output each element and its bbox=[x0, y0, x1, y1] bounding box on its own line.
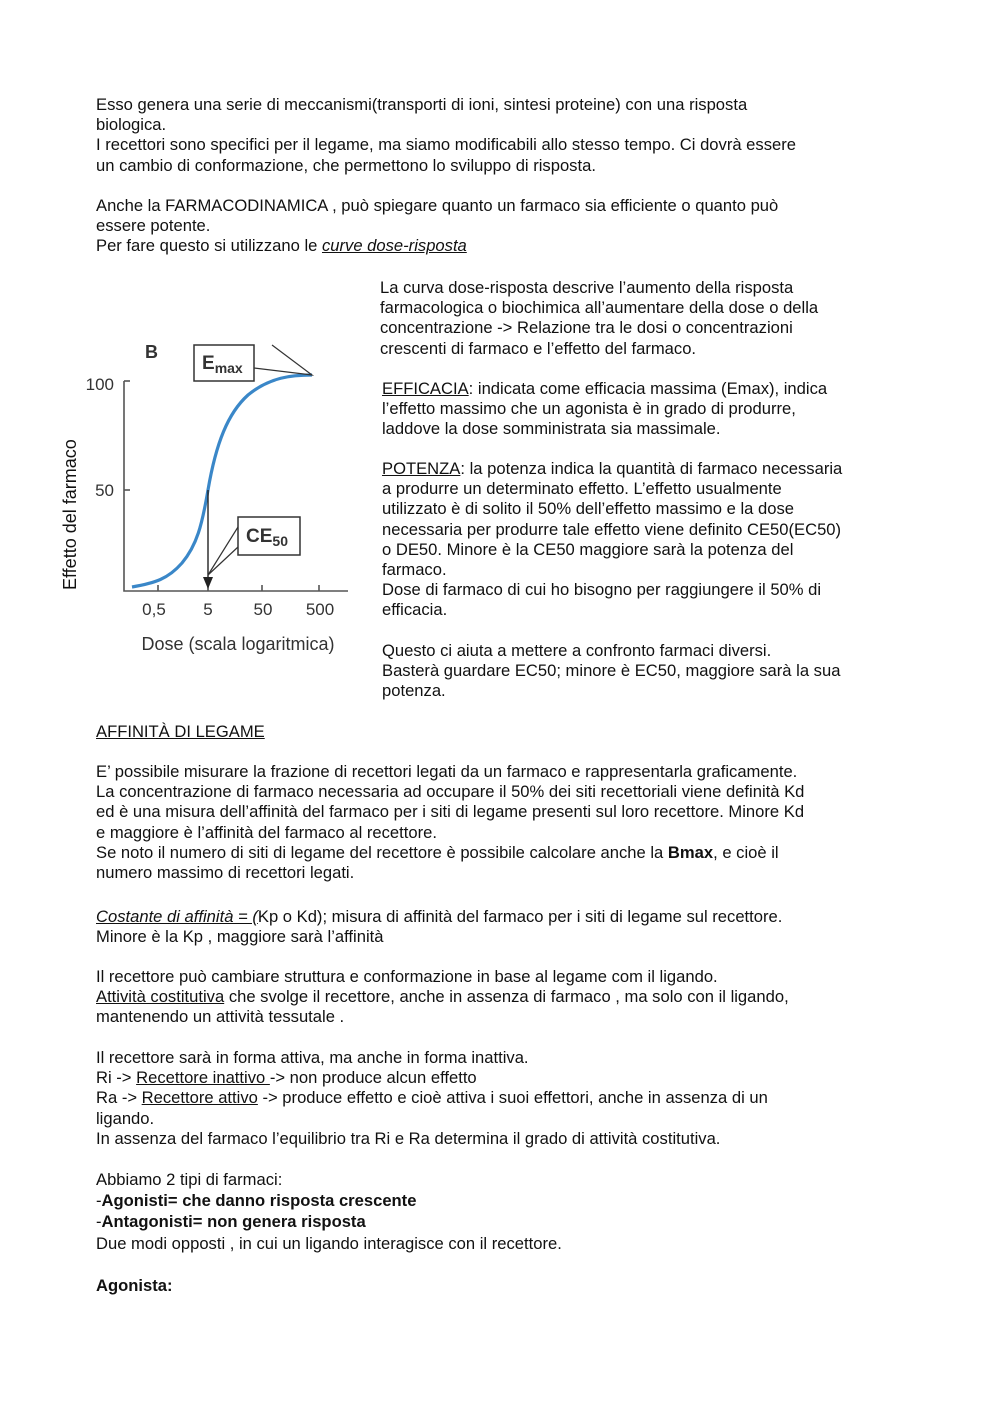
text-line: farmacologica o biochimica all’aumentare della dose o della bbox=[380, 298, 819, 318]
text-line: necessaria per produrre tale effetto viene definito CE50(EC50) bbox=[382, 519, 842, 539]
text-line: l’effetto massimo che un agonista è in grado di produrre, bbox=[382, 399, 796, 419]
ce50-arrowhead bbox=[203, 577, 213, 589]
emax-pointer bbox=[254, 345, 312, 375]
x-tick-label: 0,5 bbox=[142, 600, 166, 619]
text-line: numero massimo di recettori legati. bbox=[96, 863, 355, 883]
tipi-paragraph bbox=[96, 1170, 916, 1254]
agonisti-term: Agonisti= che danno risposta crescente bbox=[101, 1191, 417, 1211]
text-line: potenza. bbox=[382, 681, 446, 701]
text-line: In assenza del farmaco l’equilibrio tra Ri e Ra determina il grado di attività costitutiva. bbox=[96, 1128, 721, 1148]
affinita-heading-block bbox=[96, 722, 916, 742]
x-tick-label: 500 bbox=[305, 600, 335, 619]
text-span: , e cioè il bbox=[713, 842, 779, 862]
text-span: -> produce effetto e cioè attiva i suoi effettori, anche in assenza di un bbox=[257, 1088, 768, 1108]
text-span: Per fare questo si utilizzano le bbox=[96, 236, 322, 256]
text-line: utilizzato è di solito il 50% dell’effetto massimo e la dose bbox=[382, 499, 794, 519]
text-line: Il recettore sarà in forma attiva, ma anche in forma inattiva. bbox=[96, 1048, 529, 1067]
affinita-heading: AFFINITÀ DI LEGAME bbox=[96, 722, 265, 741]
text-line: farmaco. bbox=[382, 560, 447, 580]
text-line: Minore è la Kp , maggiore sarà l’affinità bbox=[96, 927, 384, 947]
efficacia-term: EFFICACIA bbox=[382, 379, 469, 398]
text-span: Kp o Kd); misura di affinità del farmaco per i siti di legame sul recettore. bbox=[257, 907, 783, 926]
text-line bbox=[382, 379, 922, 399]
text-line: efficacia. bbox=[382, 600, 448, 620]
emax-main: E bbox=[202, 353, 215, 374]
ce50-pointer bbox=[208, 527, 238, 575]
text-line: o DE50. Minore è la CE50 maggiore sarà la potenza del bbox=[382, 539, 794, 559]
x-axis-label: Dose (scala logaritmica) bbox=[141, 634, 335, 654]
text-line: a produrre un determinato effetto. L’effetto usualmente bbox=[382, 479, 782, 499]
agonista-heading-block bbox=[96, 1276, 916, 1296]
text-line bbox=[96, 236, 916, 256]
text-line: Abbiamo 2 tipi di farmaci: bbox=[96, 1170, 283, 1189]
recettore-paragraph bbox=[96, 967, 916, 1028]
curve-description bbox=[380, 278, 920, 359]
potenza-term: POTENZA bbox=[382, 459, 461, 478]
text-line: essere potente. bbox=[96, 216, 211, 236]
text-line: un cambio di conformazione, che permettono lo sviluppo di risposta. bbox=[96, 155, 596, 175]
y-tick-label-100: 100 bbox=[85, 375, 114, 394]
text-line: crescenti di farmaco e l’effetto del farmaco. bbox=[380, 338, 697, 358]
text-line bbox=[96, 1068, 916, 1088]
confronto-paragraph bbox=[382, 641, 922, 702]
text-span: Ri -> bbox=[96, 1068, 137, 1088]
text-line bbox=[96, 843, 926, 863]
text-line bbox=[382, 459, 922, 479]
agonista-heading: Agonista: bbox=[96, 1276, 173, 1295]
recettore-attivo-term: Recettore attivo bbox=[141, 1088, 258, 1108]
text-line: Due modi opposti , in cui un ligando interagisce con il recettore. bbox=[96, 1233, 562, 1253]
text-line bbox=[96, 1088, 916, 1108]
antagonisti-term: Antagonisti= non genera risposta bbox=[101, 1212, 366, 1232]
text-line: Esso genera una serie di meccanismi(transporti di ioni, sintesi proteine) con una risposta bbox=[96, 95, 748, 114]
dose-response-figure bbox=[50, 325, 370, 665]
text-line: I recettori sono specifici per il legame, ma siamo modificabili allo stesso tempo. Ci dovrà essere bbox=[96, 135, 796, 155]
x-tick-label: 50 bbox=[253, 600, 273, 619]
dose-response-chart bbox=[50, 325, 370, 665]
text-line bbox=[96, 1212, 916, 1232]
efficacia-paragraph bbox=[382, 379, 922, 440]
forme-paragraph bbox=[96, 1048, 916, 1149]
emax-sub: max bbox=[214, 360, 243, 376]
text-line: biologica. bbox=[96, 115, 167, 135]
text-line: La curva dose-risposta descrive l’aumento della risposta bbox=[380, 278, 794, 297]
text-line: Basterà guardare EC50; minore è EC50, maggiore sarà la sua bbox=[382, 661, 841, 681]
y-axis-label: Effetto del farmaco bbox=[60, 439, 80, 590]
y-tick-label-50: 50 bbox=[95, 481, 114, 500]
text-line: E’ possibile misurare la frazione di recettori legati da un farmaco e rappresentarla graficamente. bbox=[96, 762, 798, 781]
text-span: : indicata come efficacia massima (Emax), indica bbox=[468, 379, 828, 398]
text-line: La concentrazione di farmaco necessaria ad occupare il 50% dei siti recettoriali viene definità Kd bbox=[96, 782, 805, 802]
costante-paragraph bbox=[96, 907, 916, 947]
text-span: : la potenza indica la quantità di farmaco necessaria bbox=[460, 459, 843, 478]
ce50-sub: 50 bbox=[272, 533, 288, 549]
text-line: concentrazione -> Relazione tra le dosi o concentrazioni bbox=[380, 318, 793, 338]
text-line: ed è una misura dell’affinità del farmaco per i siti di legame presenti sul loro recettore. Minore Kd bbox=[96, 802, 805, 822]
recettore-inattivo-term: Recettore inattivo bbox=[136, 1068, 270, 1088]
bmax-term: Bmax bbox=[667, 842, 714, 862]
text-span: Ra -> bbox=[96, 1088, 142, 1108]
text-line bbox=[96, 987, 916, 1007]
text-line: Il recettore può cambiare struttura e conformazione in base al legame com il ligando. bbox=[96, 967, 718, 986]
text-line: Dose di farmaco di cui ho bisogno per raggiungere il 50% di bbox=[382, 580, 822, 600]
text-line: Questo ci aiuta a mettere a confronto farmaci diversi. bbox=[382, 641, 772, 660]
text-line bbox=[96, 1191, 916, 1211]
text-line: Anche la FARMACODINAMICA , può spiegare quanto un farmaco sia efficiente o quanto può bbox=[96, 196, 779, 215]
text-line: ligando. bbox=[96, 1108, 155, 1128]
costante-term: Costante di affinità = ( bbox=[96, 907, 258, 926]
ce50-main: CE bbox=[246, 526, 273, 547]
curve-dose-risposta-link: curve dose-risposta bbox=[321, 236, 467, 256]
text-line bbox=[96, 907, 916, 927]
intro-paragraph bbox=[96, 95, 916, 176]
text-span: - bbox=[96, 1212, 102, 1232]
farmacodinamica-paragraph bbox=[96, 196, 916, 257]
text-span: - bbox=[96, 1191, 102, 1211]
text-span: -> non produce alcun effetto bbox=[269, 1068, 477, 1088]
text-span: che svolge il recettore, anche in assenza di farmaco , ma solo con il ligando, bbox=[224, 987, 789, 1007]
text-line: mantenendo un attività tessutale . bbox=[96, 1007, 345, 1027]
y-axis bbox=[124, 381, 348, 591]
potenza-paragraph bbox=[382, 459, 922, 621]
affinita-paragraph bbox=[96, 762, 926, 883]
x-tick-label: 5 bbox=[203, 600, 213, 619]
attivita-costitutiva-term: Attività costitutiva bbox=[96, 987, 225, 1007]
text-line: e maggiore è l’affinità del farmaco al recettore. bbox=[96, 822, 437, 842]
panel-label: B bbox=[145, 342, 158, 362]
text-line: laddove la dose somministrata sia massimale. bbox=[382, 419, 721, 439]
text-span: Se noto il numero di siti di legame del recettore è possibile calcolare anche la bbox=[96, 842, 668, 862]
